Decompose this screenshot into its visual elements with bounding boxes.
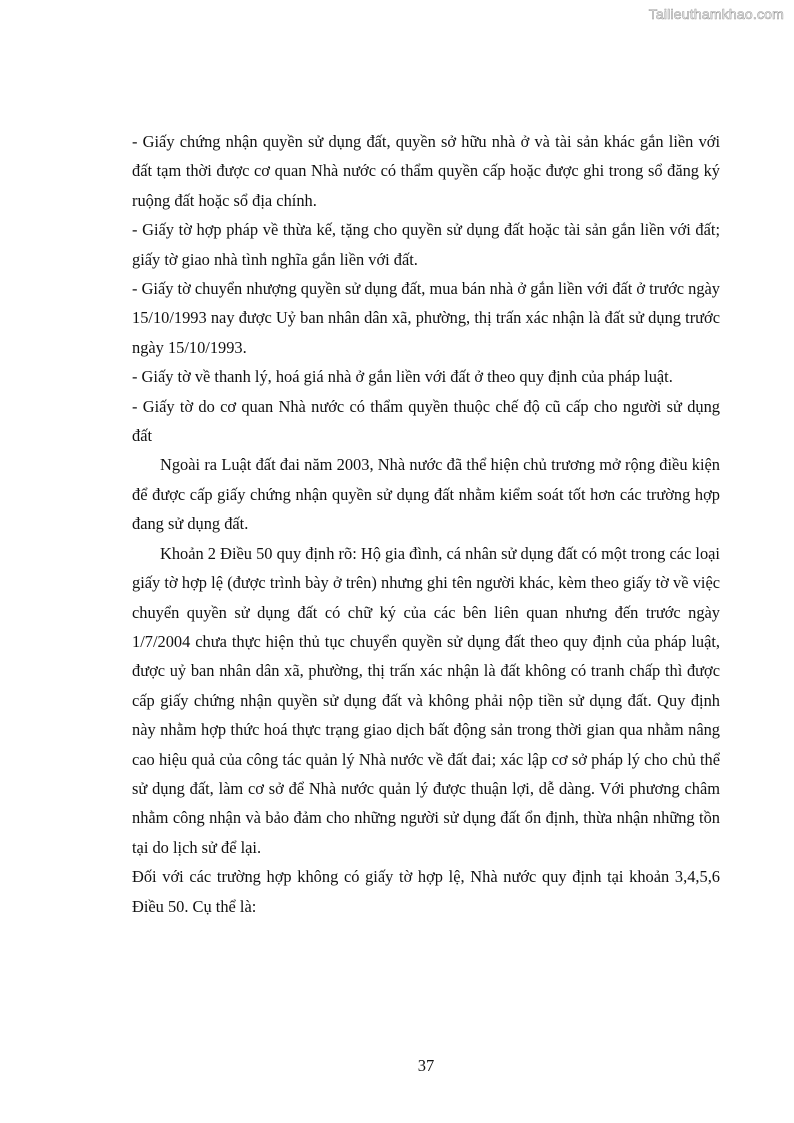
paragraph-8: Đối với các trường hợp không có giấy tờ hợp lệ, Nhà nước quy định tại khoản 3,4,5,6 Điều 50. Cụ thể là:: [132, 867, 720, 916]
document-body: [132, 127, 720, 921]
paragraph-3: - Giấy tờ chuyển nhượng quyền sử dụng đất, mua bán nhà ở gắn liền với đất ở trước ngày 15/10/1993 nay được Uỷ ban nhân dân xã, phường, thị trấn xác nhận là đất sử dụng trước ngày 15/10/1993.: [132, 279, 720, 357]
paragraph-2: - Giấy tờ hợp pháp về thừa kế, tặng cho quyền sử dụng đất hoặc tài sản gắn liền với đất; giấy tờ giao nhà tình nghĩa gắn liền với đất.: [132, 220, 720, 269]
paragraph-4: - Giấy tờ về thanh lý, hoá giá nhà ở gắn liền với đất ở theo quy định của pháp luật.: [132, 367, 673, 387]
page-number: 37: [417, 1056, 435, 1075]
paragraph-6: Ngoài ra Luật đất đai năm 2003, Nhà nước đã thể hiện chủ trương mở rộng điều kiện để được cấp giấy chứng nhận quyền sử dụng đất nhằm kiểm soát tốt hơn các trường hợp đang sử dụng đất.: [132, 455, 720, 534]
paragraph-5: - Giấy tờ do cơ quan Nhà nước có thẩm quyền thuộc chế độ cũ cấp cho người sử dụng đất: [132, 396, 720, 446]
paragraph-1: - Giấy chứng nhận quyền sử dụng đất, quyền sở hữu nhà ở và tài sản khác gắn liền với đất tạm thời được cơ quan Nhà nước có thẩm quyền cấp hoặc được ghi trong sổ đăng ký ruộng đất hoặc sổ địa chính.: [132, 132, 720, 210]
paragraph-7: Khoản 2 Điều 50 quy định rõ: Hộ gia đình, cá nhân sử dụng đất có một trong các loại giấy tờ hợp lệ (được trình bày ở trên) nhưng ghi tên người khác, kèm theo giấy tờ về việc chuyển quyền sử dụng đất có chữ ký của các bên liên quan nhưng đến trước ngày 1/7/2004 chưa thực hiện thủ tục chuyển quyền sử dụng đất theo quy định của pháp luật, được uỷ ban nhân dân xã, phường, thị trấn xác nhận là đất không có tranh chấp thì được cấp giấy chứng nhận quyền sử dụng đất và không phải nộp tiền sử dụng đất. Quy định này nhằm hợp thức hoá thực trạng giao dịch bất động sản trong thời gian qua nhằm nâng cao hiệu quả của công tác quản lý Nhà nước về đất đai; xác lập cơ sở pháp lý cho chủ thể sử dụng đất, làm cơ sở để Nhà nước quản lý được thuận lợi, dễ dàng. Với phương châm nhằm công nhận và bảo đảm cho những người sử dụng đất ổn định, thừa nhận những tồn tại do lịch sử để lại.: [132, 543, 720, 857]
watermark-text: Tailieuthamkhao.com: [648, 6, 784, 22]
